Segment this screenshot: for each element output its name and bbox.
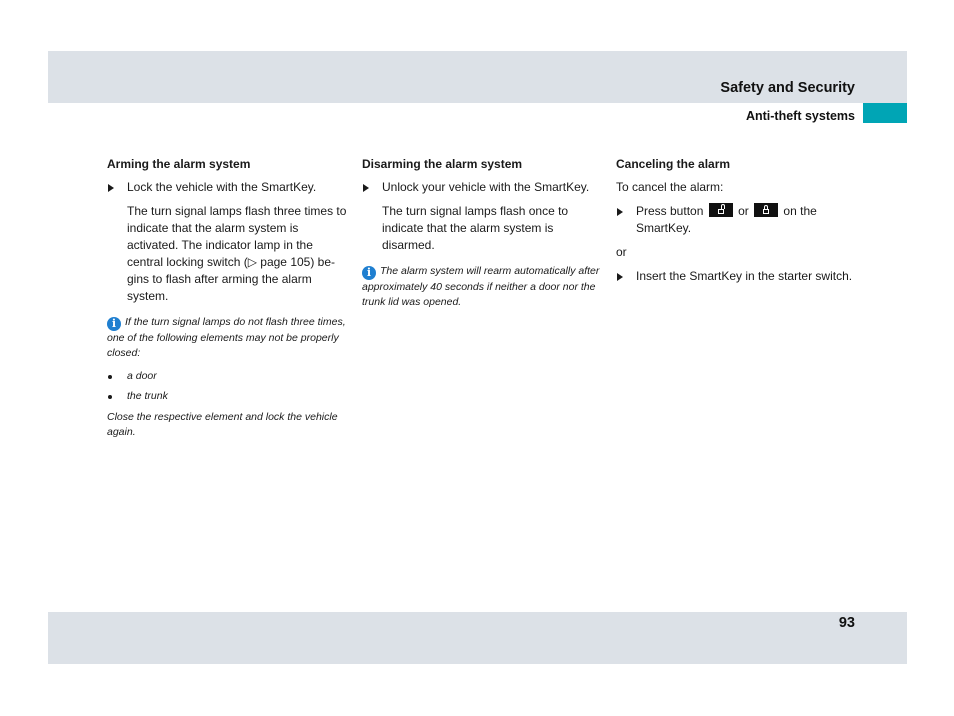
- note-text: The alarm system will rearm automatically after approximately 40 seconds if neither a door nor the trunk lid was opened.: [362, 265, 600, 308]
- info-icon: i: [362, 266, 376, 280]
- info-icon: i: [107, 317, 121, 331]
- step-text: Unlock your vehicle with the SmartKey.: [382, 180, 590, 194]
- list-item-text: a door: [127, 370, 157, 382]
- step-lock-vehicle: [107, 179, 347, 196]
- step-text: Lock the vehicle with the SmartKey.: [127, 180, 317, 194]
- triangle-right-icon: [617, 273, 623, 281]
- arming-description-part1: The turn signal lamps flash three times to indicate that the alarm system is activated. The indicator lamp in the central locking switch (: [127, 204, 347, 269]
- column-canceling: [616, 156, 856, 292]
- cancel-intro: To cancel the alarm:: [616, 180, 724, 194]
- step-text-prefix: Press button: [636, 204, 704, 218]
- page-number: 93: [838, 615, 855, 631]
- triangle-right-icon: [108, 184, 114, 192]
- bullet-icon: [108, 395, 112, 399]
- arming-note: [107, 315, 347, 361]
- lock-button-icon: [754, 203, 778, 217]
- or-separator: or: [616, 245, 627, 259]
- step-text-or: or: [738, 204, 749, 218]
- subsection-title: Anti-theft systems: [745, 109, 855, 123]
- unclosed-elements-list: [107, 369, 347, 404]
- list-item: [107, 369, 347, 384]
- heading-arming: Arming the alarm system: [107, 157, 251, 171]
- bullet-icon: [108, 375, 112, 379]
- list-item-text: the trunk: [127, 390, 168, 402]
- closing-note: Close the respective element and lock the vehicle again.: [107, 411, 338, 438]
- triangle-right-icon: [363, 184, 369, 192]
- disarming-description: The turn signal lamps flash once to indicate that the alarm system is disarmed.: [382, 204, 569, 252]
- footer-band: [48, 612, 907, 664]
- column-disarming: [362, 156, 602, 318]
- note-text: If the turn signal lamps do not flash three times, one of the following elements may not be properly closed:: [107, 316, 346, 359]
- page-ref-arrow-icon: ▷: [247, 255, 257, 269]
- heading-disarming: Disarming the alarm system: [362, 157, 523, 171]
- arming-description: [107, 203, 347, 305]
- list-item: [107, 389, 347, 404]
- step-text: Insert the SmartKey in the starter switch.: [636, 269, 853, 283]
- step-insert-key: [616, 268, 856, 285]
- disarming-note: [362, 264, 602, 310]
- step-press-button: [616, 203, 856, 237]
- step-unlock-vehicle: [362, 179, 602, 196]
- arming-description-part2: page 105) be-gins to flash after arming the alarm system.: [127, 255, 336, 303]
- section-tab-marker: [863, 103, 907, 123]
- triangle-right-icon: [617, 208, 623, 216]
- heading-canceling: Canceling the alarm: [616, 157, 731, 171]
- unlock-button-icon: [709, 203, 733, 217]
- step-text-suffix: on the SmartKey.: [636, 204, 817, 235]
- column-arming: [107, 156, 347, 440]
- section-title: Safety and Security: [720, 80, 855, 96]
